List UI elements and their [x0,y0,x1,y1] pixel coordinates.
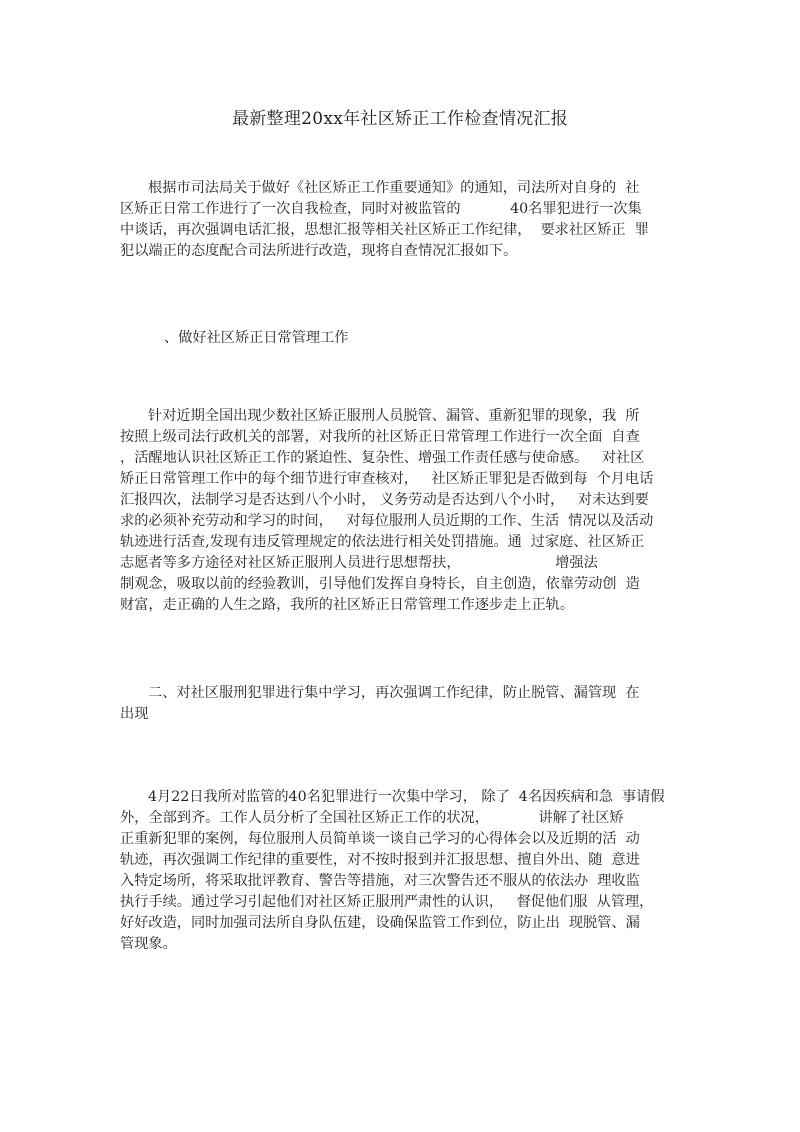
intro-line-4: 犯以端正的态度配合司法所进行改造，现将自查情况汇报如下。 [120,243,518,259]
intro-line-1: 根据市司法局关于做好《社区矫正工作重要通知》的通知，司法所对自身的 社 [148,180,640,196]
section2-line-5: 入特定场所，将采取批评教育、警告等措施，对三次警告还不服从的依法办 理收监 [120,873,640,889]
section1-heading: 、做好社区矫正日常管理工作 [164,330,349,346]
section2-line-1: 4月22日我所对监管的40名犯罪进行一次集中学习， 除了 4名因疾病和急 事请假 [148,789,665,805]
section2-line-4: 轨迹，再次强调工作纪律的重要性，对不按时报到并汇报思想、擅自外出、随 意进 [120,852,640,868]
section2-line-3: 正重新犯罪的案例，每位服刑人员简单谈一谈自己学习的心得体会以及近期的活 动 [120,831,640,847]
section2-heading-line-2: 出现 [120,706,149,722]
section1-line-7: 轨迹进行活查,发现有违反管理规定的依法进行相关处罚措施。通 过家庭、社区矫正 [120,534,645,550]
section1-line-5: 汇报四次，法制学习是否达到八个小时， 义务劳动是否达到八个小时， 对未达到要 [120,492,649,508]
section2-line-7: 好好改造，同时加强司法所自身队伍建，设确保监管工作到位，防止出 现脱管、漏 [120,915,640,931]
section1-line-1: 针对近期全国出现少数社区矫正服刑人员脱管、漏管、重新犯罪的现象，我 所 [148,408,640,424]
intro-line-2: 区矫正日常工作进行了一次自我检查，同时对被监管的 40名罪犯进行一次集 [120,201,642,217]
section2-line-6: 执行手续。通过学习引起他们对社区矫正服刑严肃性的认识， 督促他们服 从管理， [120,894,654,910]
section1-line-3: ，活醒地认识社区矫正工作的紧迫性、复杂性、增强工作责任感与使命感。 对社区 [120,450,645,466]
document-title: 最新整理20xx年社区矫正工作检查情况汇报 [231,109,569,129]
section2-line-2: 外，全部到齐。工作人员分析了全国社区矫正工作的状况， 讲解了社区矫 [120,810,624,826]
intro-line-3: 中谈话，再次强调电话汇报，思想汇报等相关社区矫正工作纪律， 要求社区矫正 罪 [120,222,649,238]
section1-line-8: 志愿者等多方途径对社区矫正服刑人员进行思想帮扶， 增强法 [120,555,598,571]
section1-line-6: 求的必须补充劳动和学习的时间， 对每位服刑人员近期的工作、生活 情况以及活动 [120,513,654,529]
section1-line-9: 制观念，吸取以前的经验教训，引导他们发挥自身特长，自主创造，依靠劳动创 造 [120,576,640,592]
section1-line-10: 财富，走正确的人生之路，我所的社区矫正日常管理工作逐步走上正轨。 [120,597,575,613]
section1-line-4: 矫正日常管理工作中的每个细节进行审查核对， 社区矫正罪犯是否做到每 个月电话 [120,471,654,487]
section2-line-8: 管现象。 [120,936,177,952]
section1-line-2: 按照上级司法行政机关的部署，对我所的社区矫正日常管理工作进行一次全面 自查 [120,429,640,445]
section2-heading-line-1: 二、对社区服刑犯罪进行集中学习，再次强调工作纪律，防止脱管、漏管现 在 [148,685,640,701]
